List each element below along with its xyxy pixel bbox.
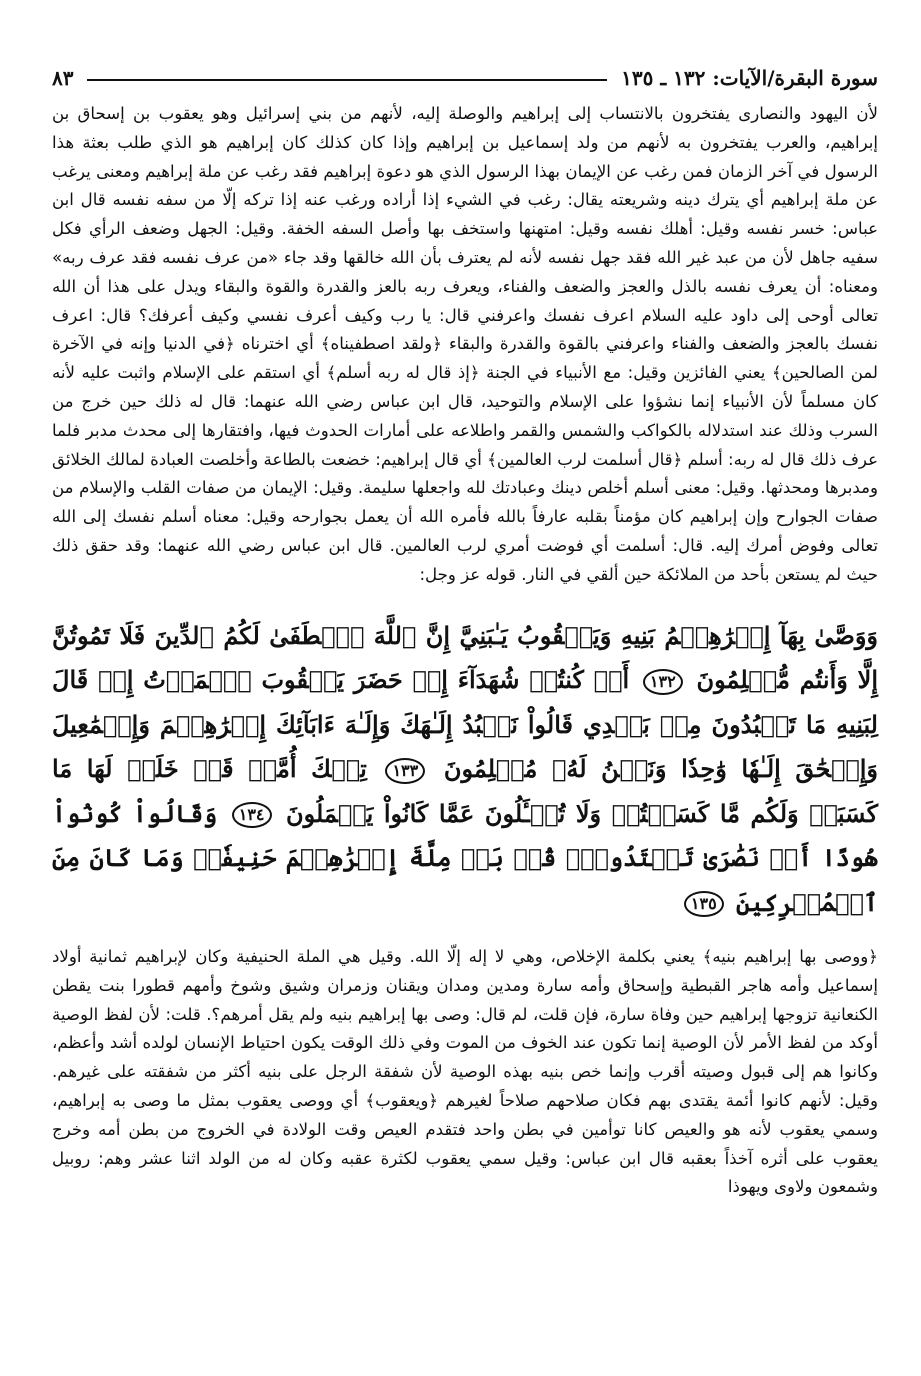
page — [52, 56, 878, 1202]
commentary-paragraph-continued: ﴿ووصى بها إبراهيم بنيه﴾ يعني بكلمة الإخلاص، وهي لا إله إلّا الله. وقيل هي الملة الحنيفية وكان لإبراهيم ثمانية أولاد إسماعيل وأمه هاجر القبطية وإسحاق وأمه سارة ومدين ومدان ويقنان وزمران وشيق وشوخ وأمهم قطورا بنت يقطن الكنعانية تزوجها إبراهيم حين وفاة سارة، فإن قلت، لم قال: وصى بها إبراهيم بنيه ولم يقل أمرهم؟. قلت: لأن لفظ الوصية أوكد من لفظ الأمر لأن الوصية إنما تكون عند الخوف من الموت وفي ذلك الوقت يكون احتياط الإنسان لولده أشد وأعظم، وكانوا هم إلى قبول وصيته أقرب وإنما خص بنيه بهذه الوصية لأن شفقة الرجل على بنيه أكثر من شفقته على غيرهم. وقيل: لأنهم كانوا أئمة يقتدى بهم فكان صلاحهم صلاحاً لغيرهم ﴿ويعقوب﴾ أي ووصى يعقوب بمثل ما وصى به إبراهيم، وسمي يعقوب لأنه هو والعيص كانا توأمين في بطن واحد فتقدم العيص وقت الولادة في الخروج من بطن أمه وخرج يعقوب على أثره آخذاً بعقبه قال ابن عباس: وقيل سمي يعقوب لكثرة عقبه وكان له من الولد اثنا عشر وهم: روبيل وشمعون ولاوى ويهوذا — [52, 947, 878, 1197]
verse-text: أَمۡ كُنتُمۡ شُهَدَآءَ إِذۡ حَضَرَ يَعۡقُوبَ ٱلۡمَوۡتُ إِذۡ قَالَ لِبَنِيهِ مَا تَعۡبُدُونَ مِنۢ بَعۡدِي قَالُواْ نَعۡبُدُ إِلَـٰهَكَ وَإِلَـٰهَ ءَابَآئِكَ إِبۡرَٰهِـۧمَ وَإِسۡمَٰعِيلَ وَإِسۡحَٰقَ إِلَـٰهٗا وَٰحِدٗا وَنَحۡنُ لَهُۥ مُسۡلِمُونَ — [52, 665, 879, 784]
verse-text: وَقَالُواْ كُونُواْ هُودًا أَوۡ نَصَٰرَىٰ تَهۡتَدُواْۗ قُلۡ بَلۡ مِلَّةَ إِبۡرَٰهِـۧمَ حَنِيفٗاۖ وَمَا كَانَ مِنَ ٱلۡمُشۡرِكِينَ — [52, 798, 878, 917]
ayah-number-marker: ١٣٣ — [385, 758, 425, 784]
surah-verses-title: سورة البقرة/الآيات: ١٣٢ ـ ١٣٥ — [621, 66, 878, 90]
ayah-number-marker: ١٣٥ — [684, 891, 724, 917]
ayah-number-marker: ١٣٤ — [232, 802, 272, 828]
running-header — [52, 56, 878, 90]
verse-text: تِلۡكَ أُمَّةٞ قَدۡ خَلَتۡ لَهَا مَا كَسَبَتۡ وَلَكُم مَّا كَسَبۡتُمۡ وَلَا تُسۡـَٔلُونَ عَمَّا كَانُواْ يَعۡمَلُونَ — [52, 754, 879, 828]
header-rule — [87, 79, 607, 81]
commentary-paragraph: لأن اليهود والنصارى يفتخرون بالانتساب إلى إبراهيم والوصلة إليه، لأنهم من بني إسرائيل وهو يعقوب بن إسحاق بن إبراهيم، والعرب يفتخرون به لأنهم من ولد إسماعيل بن إبراهيم وإذا كان كذلك كان إبراهيم هو الذي طلب بعثة هذا الرسول في آخر الزمان فمن رغب عن الإيمان بهذا الرسول الذي هو دعوة إبراهيم فقد رغب عن ملة إبراهيم ومعنى يرغب عن ملة إبراهيم أي يترك دينه وشريعته يقال: رغب في الشيء إذا أراده ورغب عنه إذا تركه إلّا من سفه نفسه قال ابن عباس: خسر نفسه وقيل: أهلك نفسه وقيل: امتهنها واستخف بها وأصل السفه الخفة. وقيل: الجهل وضعف الرأي فكل سفيه جاهل لأن من عبد غير الله فقد جهل نفسه لأنه لم يعترف بأن الله خالقها وقد جاء «من عرف نفسه فقد عرف ربه» ومعناه: أن يعرف نفسه بالذل والعجز والضعف والفناء، ويعرف ربه بالعز والقدرة والقوة والبقاء ويدل على هذا أن الله تعالى أوحى إلى داود عليه السلام اعرف نفسك واعرفني قال: يا رب وكيف أعرف نفسي وكيف أعرفك؟ قال: اعرف نفسك بالعجز والضعف والفناء واعرفني بالقوة والقدرة والبقاء ﴿ولقد اصطفيناه﴾ أي اخترناه ﴿في الدنيا وإنه في الآخرة لمن الصالحين﴾ يعني الفائزين وقيل: مع الأنبياء في الجنة ﴿إذ قال له ربه أسلم﴾ أي استقم على الإسلام واثبت عليه لأنه كان مسلماً لأن الأنبياء إنما نشؤوا على الإسلام والتوحيد، قال ابن عباس رضي الله عنهما: قال له ذلك حين خرج من السرب وذلك عند استدلاله بالكواكب والشمس والقمر واطلاعه على أمارات الحدوث فيها، وافتقارها إلى محدث مدبر فلما عرف ذلك قال له ربه: أسلم ﴿قال أسلمت لرب العالمين﴾ أي قال إبراهيم: خضعت بالطاعة وأخلصت العبادة لمالك الخلائق ومدبرها ومحدثها. وقيل: معنى أسلم أخلص دينك وعبادتك لله واجعلها سليمة. وقيل: الإيمان من صفات القلب والإسلام من صفات الجوارح وإن إبراهيم كان مؤمناً بقلبه عارفاً بالله فأمره الله أن يعمل بجوارحه وقيل: معناه أسلم نفسك إلى الله تعالى وفوض أمرك إليه. قال: أسلمت أي فوضت أمري لرب العالمين. قال ابن عباس رضي الله عنهما: وقد حقق ذلك حيث لم يستعن بأحد من الملائكة حين ألقي في النار. قوله عز وجل: — [52, 104, 878, 584]
page-number: ٨٣ — [52, 66, 74, 90]
verse-text: وَوَصَّىٰ بِهَآ إِبۡرَٰهِـۧمُ بَنِيهِ وَيَعۡقُوبُ يَـٰبَنِيَّ إِنَّ ٱللَّهَ ٱصۡطَفَىٰ لَكُمُ ٱلدِّينَ فَلَا تَمُوتُنَّ إِلَّا وَأَنتُم مُّسۡلِمُونَ — [52, 620, 878, 695]
ayah-number-marker: ١٣٢ — [643, 669, 683, 695]
quran-verses — [52, 614, 878, 926]
